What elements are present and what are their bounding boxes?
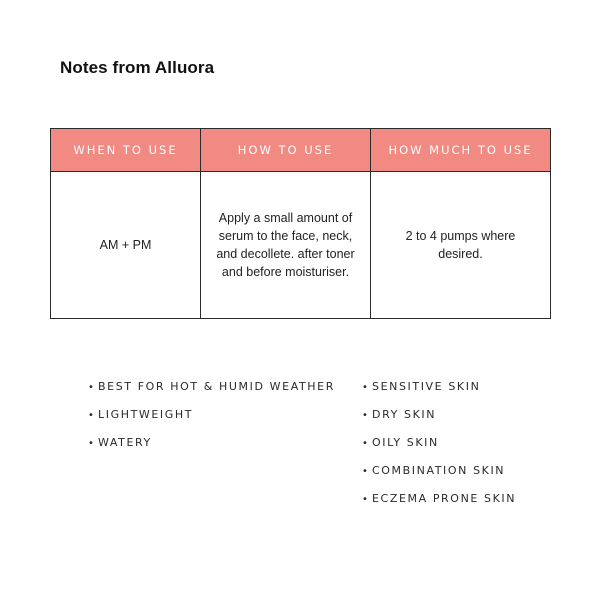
header-how-to-use: HOW TO USE [201, 129, 371, 172]
bullet-dot-icon: • [88, 382, 94, 393]
cell-when-to-use: AM + PM [51, 172, 201, 319]
list-item-label: COMBINATION SKIN [372, 464, 506, 477]
list-item-label: OILY SKIN [372, 436, 439, 449]
list-item-label: BEST FOR HOT & HUMID WEATHER [98, 380, 335, 393]
weather-feature-list [88, 378, 335, 462]
table-row [51, 172, 551, 319]
bullet-dot-icon: • [362, 438, 368, 449]
bullet-dot-icon: • [88, 410, 94, 421]
bullet-dot-icon: • [88, 438, 94, 449]
list-item [362, 462, 516, 490]
list-item-label: DRY SKIN [372, 408, 437, 421]
list-item [88, 406, 335, 434]
page-title: Notes from Alluora [60, 58, 215, 77]
header-how-much-to-use: HOW MUCH TO USE [371, 129, 551, 172]
list-item-label: LIGHTWEIGHT [98, 408, 194, 421]
list-item [362, 434, 516, 462]
list-item [362, 406, 516, 434]
bullet-dot-icon: • [362, 410, 368, 421]
header-when-to-use: WHEN TO USE [51, 129, 201, 172]
bullet-dot-icon: • [362, 466, 368, 477]
skin-type-list [362, 378, 516, 518]
list-item [362, 490, 516, 518]
list-item [88, 434, 335, 462]
list-item-label: SENSITIVE SKIN [372, 380, 481, 393]
cell-how-much-to-use: 2 to 4 pumps where desired. [371, 172, 551, 319]
list-item [88, 378, 335, 406]
list-item-label: ECZEMA PRONE SKIN [372, 492, 517, 505]
list-item [362, 378, 516, 406]
cell-how-to-use: Apply a small amount of serum to the face, neck, and decollete. after toner and before moisturiser. [201, 172, 371, 319]
bullet-dot-icon: • [362, 494, 368, 505]
list-item-label: WATERY [98, 436, 152, 449]
bullet-dot-icon: • [362, 382, 368, 393]
usage-table [50, 128, 551, 319]
table-header-row [51, 129, 551, 172]
